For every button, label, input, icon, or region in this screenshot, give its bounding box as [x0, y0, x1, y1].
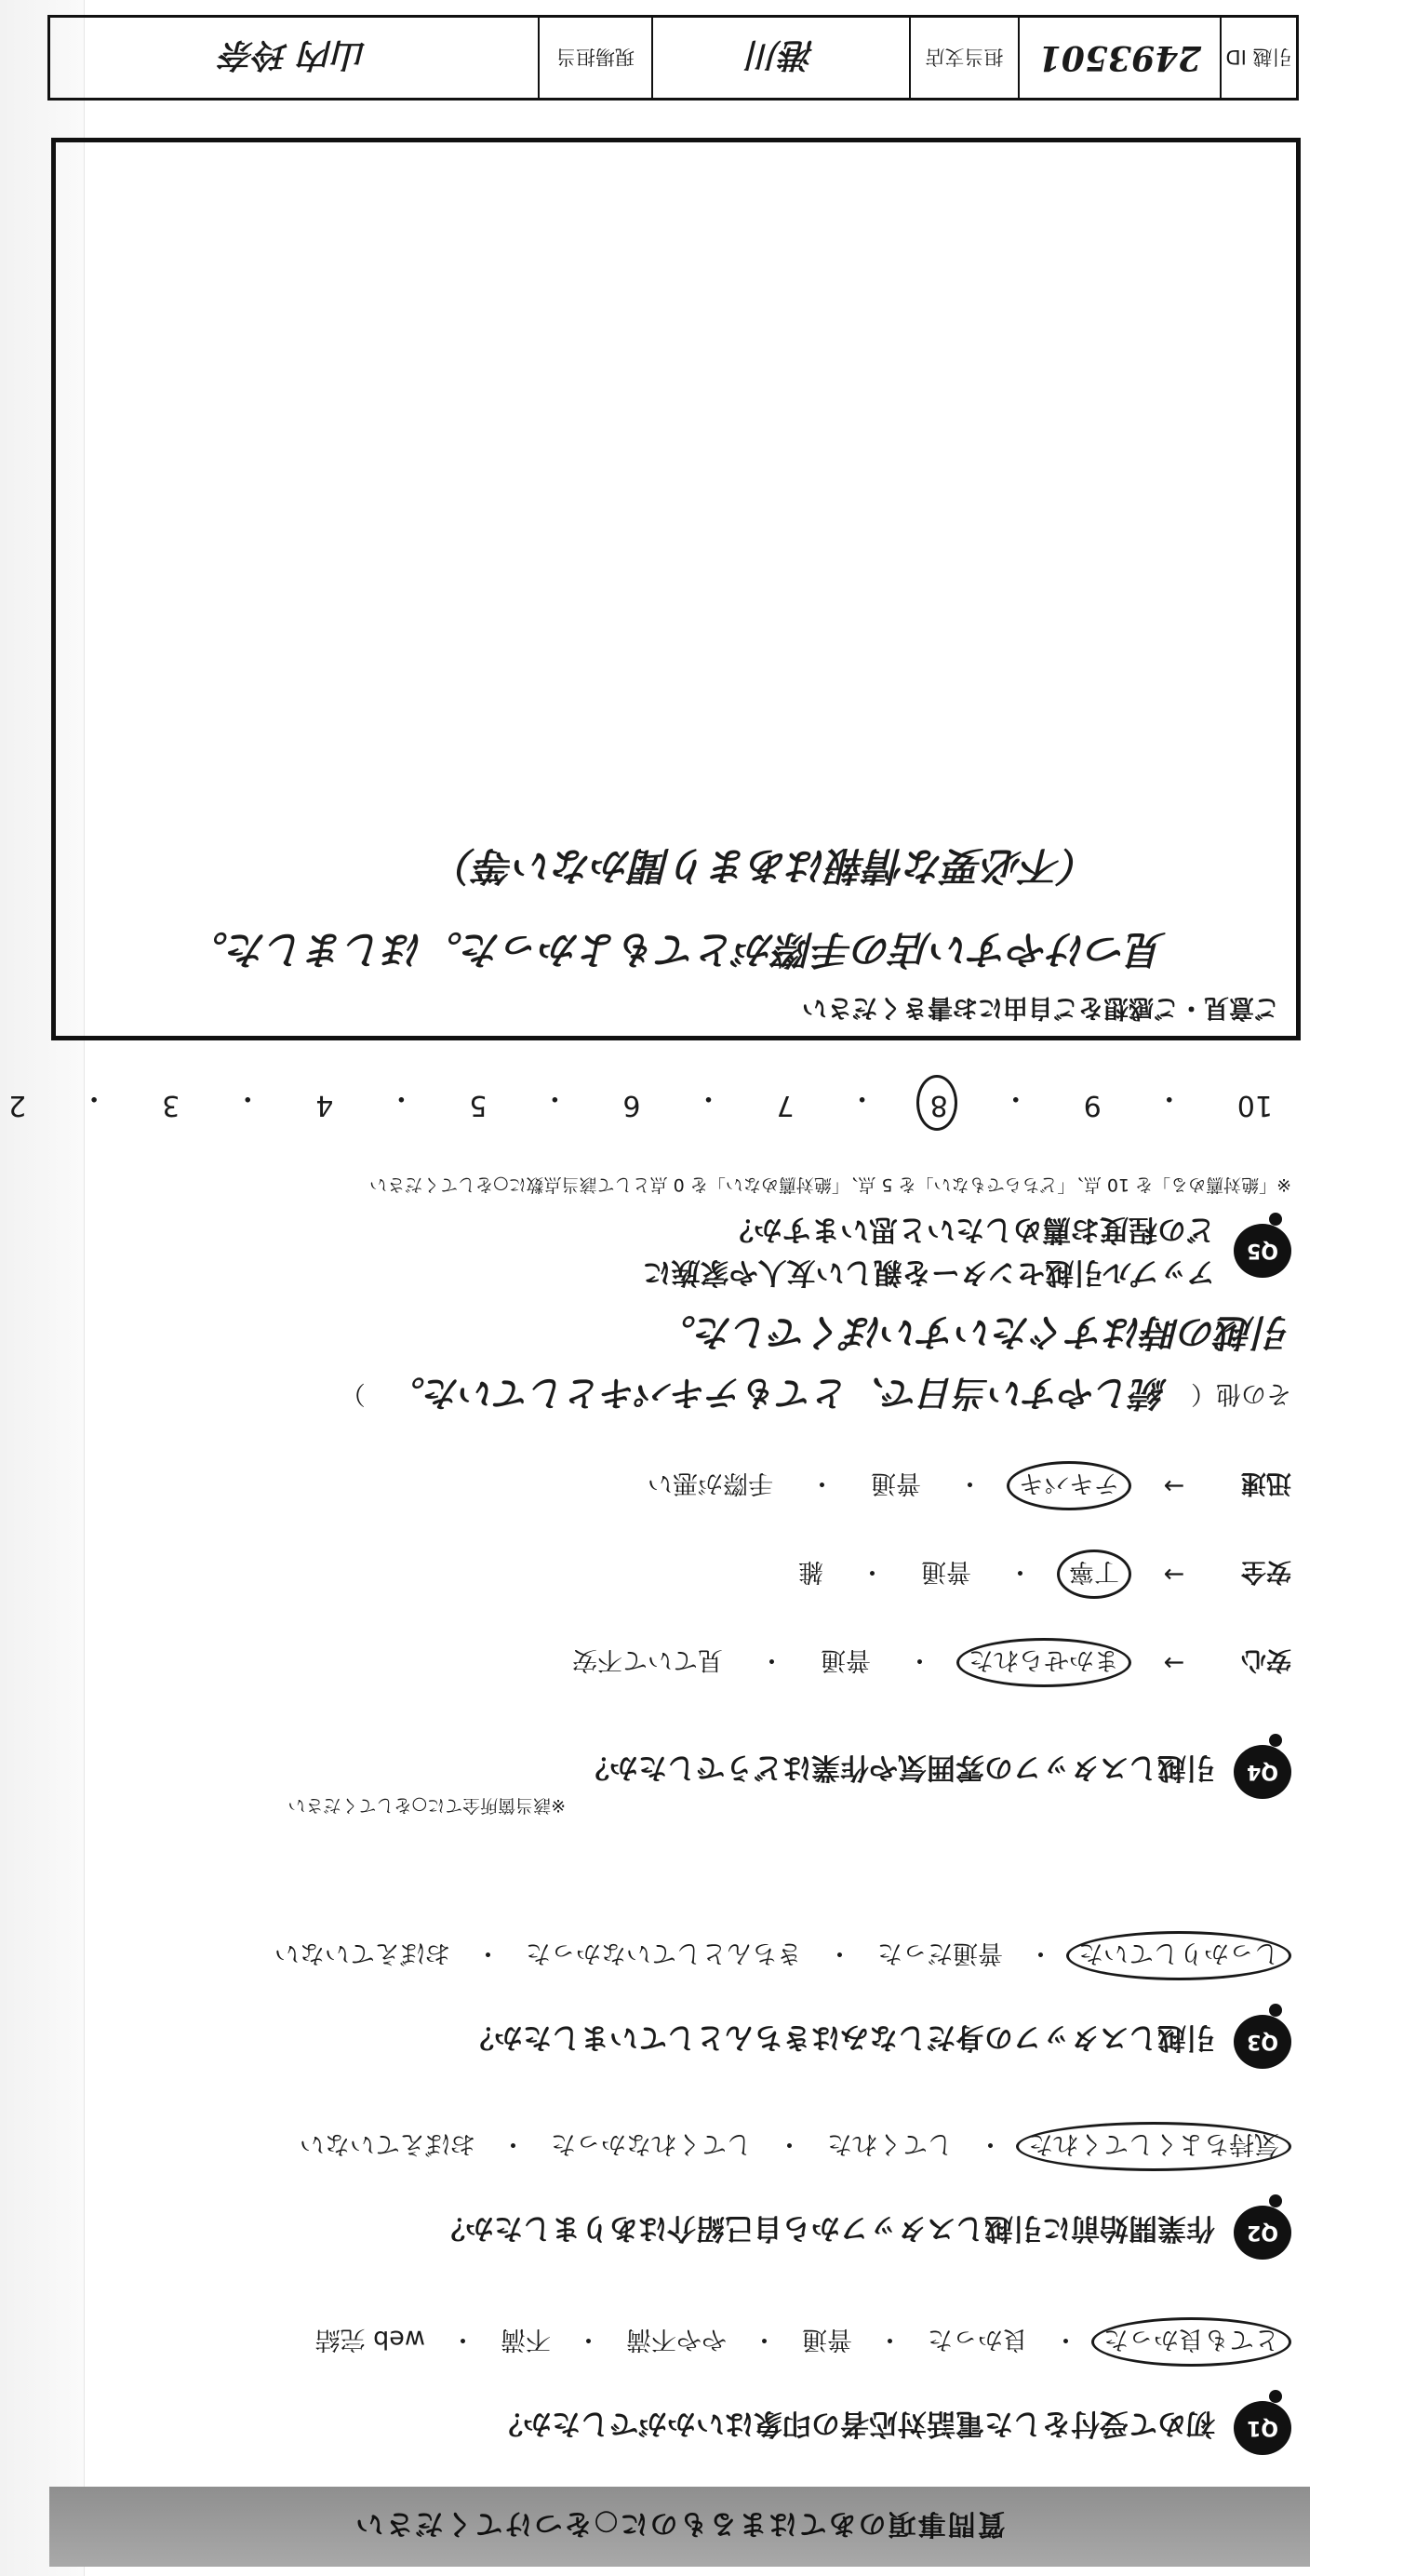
q1-option-3[interactable]: 普通	[802, 2325, 852, 2354]
q4-text: 引越しスタッフの雰囲気や作業はどうでしたか？	[581, 1751, 1215, 1784]
q4-row-3-arrow: →	[1163, 1471, 1185, 1500]
q5-score-5[interactable]: 5	[469, 1089, 488, 1121]
q4-other-handwriting-1: 続しやすい当日で、とてもテキパキとしていた。	[389, 1373, 1167, 1415]
q1-option-4[interactable]: やや不満	[626, 2325, 727, 2354]
branch-value: 港川	[651, 18, 909, 98]
q2-option-4[interactable]: おぼえていない	[300, 2129, 475, 2158]
q4-row-3-label: 迅速	[1241, 1469, 1291, 1497]
q5-score-3[interactable]: 3	[162, 1089, 180, 1121]
q1-options: とても良かった ・ 良かった ・ 普通 ・ やや不満 ・ 不満 ・ web 完結	[303, 2317, 1291, 2367]
q4-row-jinsoku: 迅速 → テキパキ ・ 普通 ・ 手際が悪い	[635, 1461, 1291, 1510]
comment-box[interactable]	[51, 138, 1301, 1040]
q5-score-10[interactable]: 10	[1236, 1089, 1273, 1121]
q3-option-2[interactable]: 普通だった	[877, 1939, 1003, 1967]
q2-option-2[interactable]: してくれた	[827, 2129, 953, 2158]
q4-row-3-option-3[interactable]: 手際が悪い	[648, 1469, 773, 1497]
q4-note: ※該当箇所全てに○をしてください	[287, 1795, 566, 1816]
q2-badge: Q2	[1234, 2206, 1291, 2260]
q1-badge: Q1	[1234, 2401, 1291, 2455]
comment-label: ご意見・ご感想をご自由にお書きください	[802, 993, 1279, 1022]
q5-note: ※「絶対薦める」を 10 点、「どちらでもない」を 5 点、「絶対薦めない」を 0 点として該当点数に○をしてください	[369, 1174, 1291, 1195]
q5-score-9[interactable]: 9	[1083, 1089, 1102, 1121]
q4-other-handwriting-2: 引越の時はすぐたいすいぽくでした。	[659, 1310, 1291, 1354]
q4-row-2-option-3[interactable]: 雑	[798, 1557, 823, 1586]
staff-label: 現場担当	[538, 18, 651, 98]
q4-row-3-option-2[interactable]: 普通	[871, 1469, 921, 1497]
q4-badge: Q4	[1234, 1745, 1291, 1799]
branch-label: 担当支店	[909, 18, 1018, 98]
q4-row-3-option-1[interactable]: テキパキ	[1007, 1461, 1131, 1510]
q4-other-row	[341, 1371, 1291, 1422]
q5-score-7[interactable]: 7	[776, 1089, 795, 1121]
q5-score-4[interactable]: 4	[315, 1089, 334, 1121]
comment-handwriting-2: （不必要な情報はあまり聞かない等）	[435, 843, 1101, 889]
q5-text-line-2: どの程度お薦めしたいと思いますか？	[725, 1213, 1215, 1246]
q4-row-anzen: 安全 → 丁寧 ・ 普通 ・ 雑	[786, 1550, 1291, 1599]
instructions-banner	[49, 2487, 1310, 2567]
q2-text: 作業開始前に引越しスタッフから自己紹介はありましたか？	[436, 2211, 1215, 2245]
banner-text: 質問事項のあてはまるものに○をつけてください	[354, 2507, 1006, 2540]
q3-badge: Q3	[1234, 2015, 1291, 2069]
q4-row-1-option-2[interactable]: 普通	[821, 1645, 871, 1674]
q3-option-3[interactable]: きちんとしていなかった	[526, 1939, 802, 1967]
q5-score-2[interactable]: 2	[8, 1089, 27, 1121]
footer-table	[47, 15, 1299, 101]
q1-text: 初めて受付をした電話対応者の印象はいかがでしたか？	[494, 2407, 1215, 2440]
q4-row-2-arrow: →	[1163, 1560, 1185, 1589]
q4-other-close: ）	[340, 1379, 366, 1408]
q3-text: 引越しスタッフの身だしなみはきちんとしていましたか？	[465, 2020, 1215, 2054]
staff-value: 山内 玲奈	[220, 35, 367, 75]
q5-score-6[interactable]: 6	[622, 1089, 641, 1121]
q5-score-8[interactable]: 8	[930, 1080, 948, 1121]
move-id-label: 引越 ID	[1220, 18, 1296, 98]
q4-row-2-option-2[interactable]: 普通	[921, 1557, 971, 1586]
q5-scale: 10 ・ 9 ・ 8 ・ 7 ・ 6 ・ 5 ・ 4 ・ 3 ・ 2	[8, 1081, 1273, 1121]
q5-badge: Q5	[1234, 1224, 1291, 1278]
q1-option-2[interactable]: 良かった	[928, 2325, 1028, 2354]
q2-options: 気持ちよくしてくれた ・ してくれた ・ してくれなかった ・ おぼえていない	[287, 2122, 1291, 2171]
q3-options: しっかりしていた ・ 普通だった ・ きちんとしていなかった ・ おぼえていない	[262, 1931, 1291, 1980]
q4-row-1-option-1[interactable]: まかせられた	[956, 1638, 1131, 1687]
move-id-value: 2493501	[1018, 18, 1220, 98]
q1-option-6[interactable]: web 完結	[314, 2325, 425, 2354]
q4-other-label: その他（	[1191, 1379, 1291, 1408]
q1-option-1[interactable]: とても良かった	[1091, 2317, 1291, 2367]
q5-text-line-1: アップル引越センターを親しい友人や家族に	[642, 1255, 1215, 1289]
comment-handwriting-1: 見つけやすい店の手際がとてもよかった。ほしました。	[188, 927, 1166, 973]
q3-option-4[interactable]: おぼえていない	[274, 1939, 450, 1967]
q4-row-2-option-1[interactable]: 丁寧	[1057, 1550, 1131, 1599]
q1-option-5[interactable]: 不満	[501, 2325, 551, 2354]
q4-row-1-option-3[interactable]: 見ていて不安	[572, 1645, 723, 1674]
q4-row-anshin: 安心 → まかせられた ・ 普通 ・ 見ていて不安	[560, 1638, 1291, 1687]
q2-option-3[interactable]: してくれなかった	[551, 2129, 752, 2158]
q2-option-1[interactable]: 気持ちよくしてくれた	[1016, 2122, 1291, 2171]
q4-row-2-label: 安全	[1241, 1557, 1291, 1586]
q4-row-1-arrow: →	[1163, 1648, 1185, 1677]
q3-option-1[interactable]: しっかりしていた	[1066, 1931, 1291, 1980]
q4-row-1-label: 安心	[1241, 1645, 1291, 1674]
